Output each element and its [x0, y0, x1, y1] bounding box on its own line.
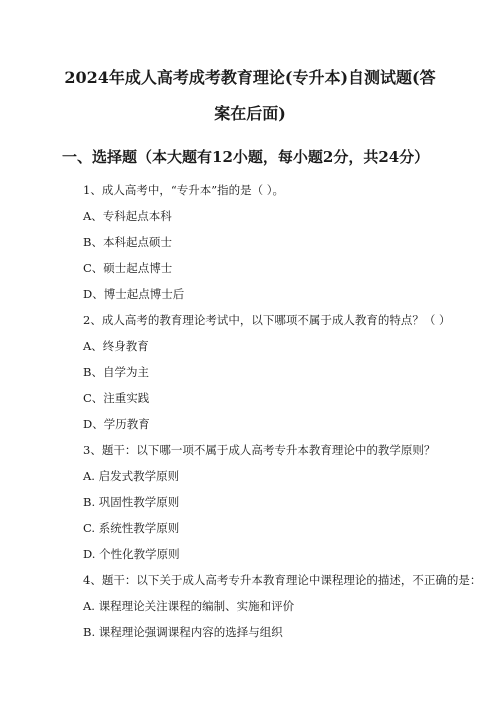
question-stem: 2、成人高考的教育理论考试中，以下哪项不属于成人教育的特点？（ ）	[83, 313, 451, 327]
option-b: B、自学为主	[83, 365, 149, 379]
option-d: D. 个性化教学原则	[83, 547, 180, 561]
question-stem: 3、题干：以下哪一项不属于成人高考专升本教育理论中的教学原则？	[83, 443, 436, 457]
option-d: D、博士起点博士后	[83, 287, 185, 301]
option-a: A. 课程理论关注课程的编制、实施和评价	[83, 599, 295, 613]
question-stem: 4、题干：以下关于成人高考专升本教育理论中课程理论的描述，不正确的是：	[83, 573, 482, 587]
option-a: A、终身教育	[83, 339, 149, 353]
option-b: B. 巩固性教学原则	[83, 495, 180, 509]
section-heading: 一、选择题（本大题有12小题，每小题2分，共24分）	[62, 148, 430, 166]
option-b: B. 课程理论强调课程内容的选择与组织	[83, 625, 283, 639]
option-c: C、硕士起点博士	[83, 261, 173, 275]
option-c: C. 系统性教学原则	[83, 521, 180, 535]
option-a: A、专科起点本科	[83, 209, 172, 223]
option-b: B、本科起点硕士	[83, 235, 172, 249]
option-a: A. 启发式教学原则	[83, 469, 180, 483]
option-c: C、注重实践	[83, 391, 150, 405]
option-d: D、学历教育	[83, 417, 150, 431]
question-stem: 1、成人高考中，“专升本”指的是（ ）。	[83, 183, 284, 197]
document-title-line-1: 2024年成人高考成考教育理论(专升本)自测试题(答	[64, 68, 436, 87]
document-title-line-2: 案在后面)	[214, 104, 286, 123]
